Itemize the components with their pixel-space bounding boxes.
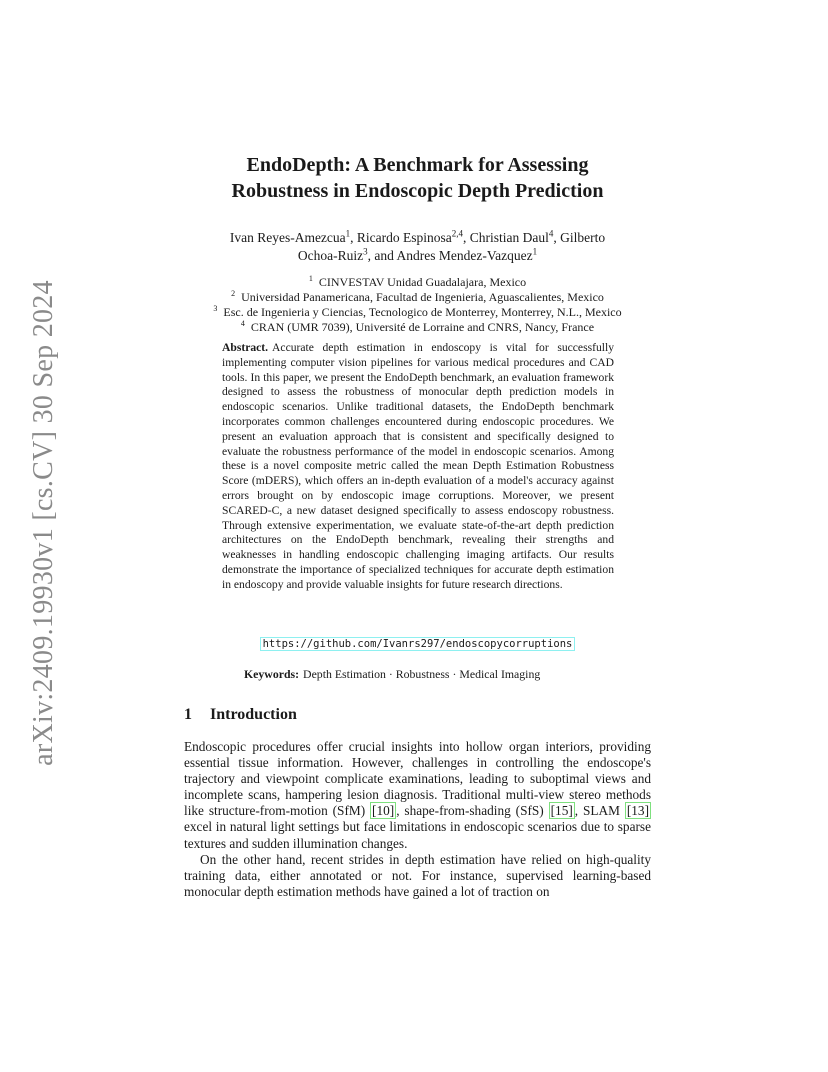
- author-name: Ochoa-Ruiz: [297, 248, 364, 263]
- keywords-text: Depth Estimation · Robustness · Medical Imaging: [303, 667, 541, 681]
- author-affil-mark: 4: [548, 228, 554, 239]
- affiliation-text: Universidad Panamericana, Facultad de Ingenieria, Aguascalientes, Mexico: [241, 290, 604, 304]
- affiliation-list: [150, 275, 685, 335]
- author-separator: , and: [367, 248, 397, 263]
- keywords-label: Keywords:: [244, 667, 300, 681]
- section-heading: [184, 706, 297, 724]
- affiliation-number: 3: [213, 304, 218, 313]
- paragraph: [184, 739, 651, 852]
- paragraph-text: , SLAM: [574, 803, 625, 819]
- author-list: [150, 229, 685, 265]
- section-title: Introduction: [210, 706, 297, 723]
- affiliation-text: Esc. de Ingenieria y Ciencias, Tecnologico de Monterrey, Monterrey, N.L., Mexico: [223, 305, 622, 319]
- title-line: Robustness in Endoscopic Depth Prediction: [231, 180, 604, 202]
- author-affil-mark: 3: [363, 246, 368, 257]
- affiliation: [150, 305, 685, 320]
- section-number: 1: [184, 706, 192, 723]
- author-affil-mark: 2,4: [451, 228, 464, 239]
- author-name: Christian Daul: [469, 230, 549, 245]
- affiliation-text: CINVESTAV Unidad Guadalajara, Mexico: [318, 275, 527, 289]
- citation-link[interactable]: [13]: [626, 803, 649, 819]
- author-separator: ,: [463, 230, 470, 245]
- author-name: Ivan Reyes-Amezcua: [229, 230, 346, 245]
- repository-link-line: [150, 638, 685, 650]
- repository-link[interactable]: https://github.com/Ivanrs297/endoscopycorruptions: [260, 637, 576, 651]
- paragraph: On the other hand, recent strides in depth estimation have relied on high-quality training data, either annotated or not. For instance, supervised learning-based monocular depth estimation methods have gained a lot of traction on: [184, 851, 651, 899]
- author-separator: ,: [350, 230, 357, 245]
- affiliation-number: 2: [231, 289, 236, 298]
- affiliation: [150, 275, 685, 290]
- affiliation-number: 4: [240, 319, 245, 328]
- arxiv-stamp: [22, 280, 66, 766]
- abstract-text: Accurate depth estimation in endoscopy is vital for successfully implementing computer vision pipelines for various medical procedures and CAD tools. In this paper, we present the EndoDepth benchmark, an evaluation framework designed to assess the robustness of monocular depth prediction models in endoscopic scenarios. Unlike traditional datasets, the EndoDepth benchmark incorporates common challenges encountered during endoscopic procedures. We present an evaluation approach that is consistent and specifically designed to evaluate the robustness performance of the model in endoscopic scenarios. Among these is a novel composite metric called the mean Depth Estimation Robustness Score (mDERS), which offers an in-depth evaluation of a model's accuracy against errors brought on by endoscopic image corruptions. Moreover, we present SCARED-C, a new dataset designed specifically to assess endoscopy robustness. Through extensive experimentation, we evaluate state-of-the-art depth prediction architectures on the EndoDepth benchmark, revealing their strengths and weaknesses in handling endoscopic challenging imaging artifacts. Our results demonstrate the importance of specialized techniques for accurate depth estimation in endoscopy and provide valuable insights for future research directions.: [222, 341, 614, 591]
- paper-title: [150, 152, 685, 204]
- author-name: Gilberto: [560, 230, 606, 245]
- arxiv-stamp-text: arXiv:2409.19930v1 [cs.CV] 30 Sep 2024: [28, 280, 59, 766]
- author-name: Andres Mendez-Vazquez: [396, 248, 533, 263]
- citation-link[interactable]: [10]: [372, 803, 395, 819]
- abstract: [222, 341, 614, 593]
- paragraph-text: , shape-from-shading (SfS): [396, 803, 549, 819]
- section-body: [184, 739, 651, 900]
- citation-link[interactable]: [15]: [550, 803, 573, 819]
- paragraph-text: excel in natural light settings but face limitations in endoscopic scenarios due to sparse textures and sudden illumination changes.: [184, 819, 651, 851]
- affiliation: [150, 320, 685, 335]
- title-line: EndoDepth: A Benchmark for Assessing: [246, 154, 589, 176]
- author-affil-mark: 1: [532, 246, 538, 257]
- affiliation-text: CRAN (UMR 7039), Université de Lorraine and CNRS, Nancy, France: [250, 320, 595, 334]
- affiliation: [150, 290, 685, 305]
- author-separator: ,: [553, 230, 561, 245]
- paragraph-text: Endoscopic procedures offer crucial insights into hollow organ interiors, providing essential tissue information. However, challenges in controlling the endoscope's trajectory and viewpoint complicate examinations, leading to suboptimal views and incomplete scans, hampering lesion diagnosis. Traditional multi-view stereo methods like structure-from-motion (SfM): [184, 739, 651, 819]
- author-line: [150, 229, 685, 247]
- author-line: [150, 247, 685, 265]
- keywords: [244, 667, 624, 682]
- abstract-label: Abstract.: [222, 341, 269, 354]
- author-affil-mark: 1: [345, 228, 351, 239]
- author-name: Ricardo Espinosa: [356, 230, 452, 245]
- affiliation-number: 1: [308, 274, 313, 283]
